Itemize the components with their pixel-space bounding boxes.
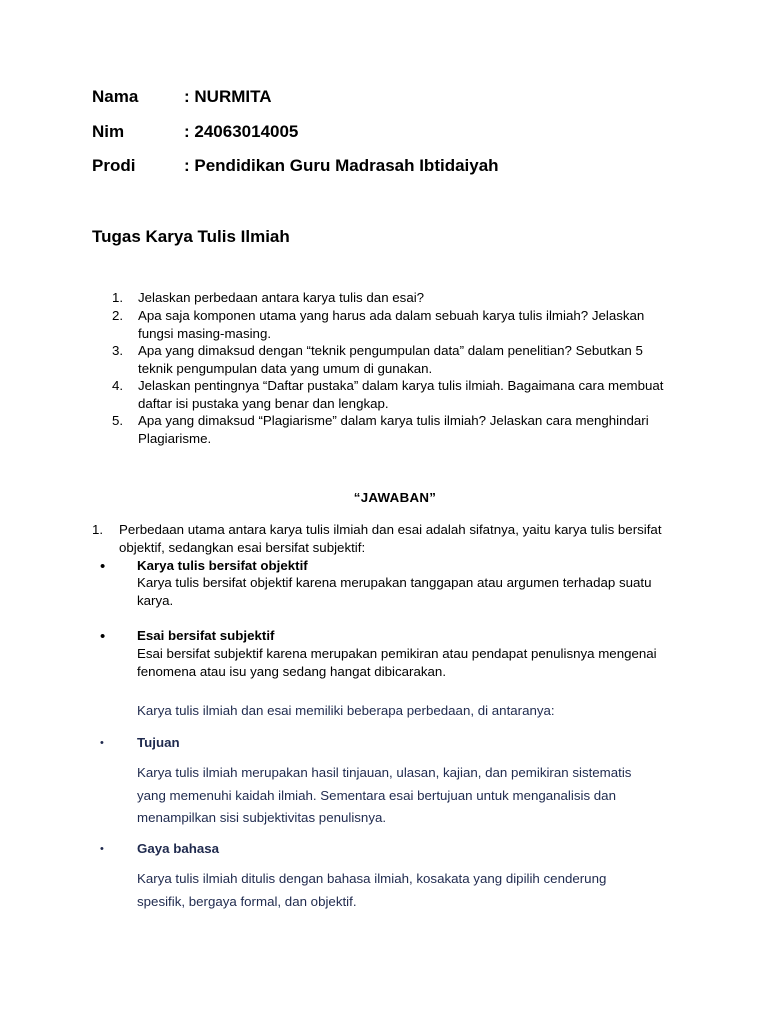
- point-heading: Esai bersifat subjektif: [137, 628, 275, 643]
- bullet-icon: •: [100, 558, 106, 575]
- comparison-heading: Gaya bahasa: [137, 841, 220, 856]
- question-text: Apa saja komponen utama yang harus ada dalam sebuah karya tulis ilmiah? Jelaskan fungsi masing-masing.: [138, 308, 645, 341]
- bullet-icon: •: [100, 628, 106, 645]
- question-number: 1.: [112, 290, 124, 305]
- nim-label: Nim: [92, 122, 125, 141]
- comparison-intro: Karya tulis ilmiah dan esai memiliki beberapa perbedaan, di antaranya:: [137, 703, 555, 718]
- identity-nim-row: [92, 122, 298, 142]
- point-heading: Karya tulis bersifat objektif: [137, 558, 308, 573]
- question-item: [112, 412, 672, 447]
- prodi-label: Prodi: [92, 156, 136, 175]
- nim-value: : 24063014005: [184, 122, 299, 141]
- comparison-body: Karya tulis ilmiah merupakan hasil tinjauan, ulasan, kajian, dan pemikiran sistematis yang memenuhi kaidah ilmiah. Sementara esai bertujuan untuk menganalisis dan menampilkan sisi subjektivitas penulisnya.: [137, 765, 632, 825]
- point-body: Karya tulis bersifat objektif karena merupakan tanggapan atau argumen terhadap suatu karya.: [137, 575, 652, 608]
- point-body: Esai bersifat subjektif karena merupakan pemikiran atau pendapat penulisnya mengenai fenomena atau isu yang sedang hangat dibicarakan.: [137, 646, 657, 679]
- identity-prodi-row: [92, 156, 499, 176]
- name-label: Nama: [92, 87, 139, 106]
- comparison-body: Karya tulis ilmiah ditulis dengan bahasa ilmiah, kosakata yang dipilih cenderung spesifik, bergaya formal, dan objektif.: [137, 871, 607, 909]
- answer-item: [92, 521, 672, 556]
- identity-name-row: [92, 87, 272, 107]
- question-item: [112, 289, 672, 307]
- question-text: Apa yang dimaksud dengan “teknik pengumpulan data” dalam penelitian? Sebutkan 5 teknik pengumpulan data yang umum di gunakan.: [138, 343, 643, 376]
- question-number: 2.: [112, 308, 124, 323]
- question-text: Apa yang dimaksud “Plagiarisme” dalam karya tulis ilmiah? Jelaskan cara menghindari Plagiarisme.: [138, 413, 649, 446]
- comparison-heading: Tujuan: [137, 735, 180, 750]
- document-title: Tugas Karya Tulis Ilmiah: [92, 227, 290, 246]
- answer-intro: Perbedaan utama antara karya tulis ilmiah dan esai adalah sifatnya, yaitu karya tulis bersifat objektif, sedangkan esai bersifat subjektif:: [119, 522, 662, 555]
- name-value: : NURMITA: [184, 87, 272, 106]
- question-item: [112, 342, 672, 377]
- prodi-value: : Pendidikan Guru Madrasah Ibtidaiyah: [184, 156, 499, 175]
- bullet-icon: •: [100, 843, 104, 855]
- answer-number: 1.: [92, 522, 104, 537]
- question-number: 4.: [112, 378, 124, 393]
- answers-heading: “JAWABAN”: [353, 490, 437, 505]
- bullet-icon: •: [100, 737, 104, 749]
- question-item: [112, 307, 672, 342]
- question-text: Jelaskan perbedaan antara karya tulis dan esai?: [138, 290, 425, 305]
- question-number: 3.: [112, 343, 124, 358]
- question-text: Jelaskan pentingnya “Daftar pustaka” dalam karya tulis ilmiah. Bagaimana cara membuat daftar isi pustaka yang benar dan lengkap.: [138, 378, 664, 411]
- question-number: 5.: [112, 413, 124, 428]
- question-item: [112, 377, 672, 412]
